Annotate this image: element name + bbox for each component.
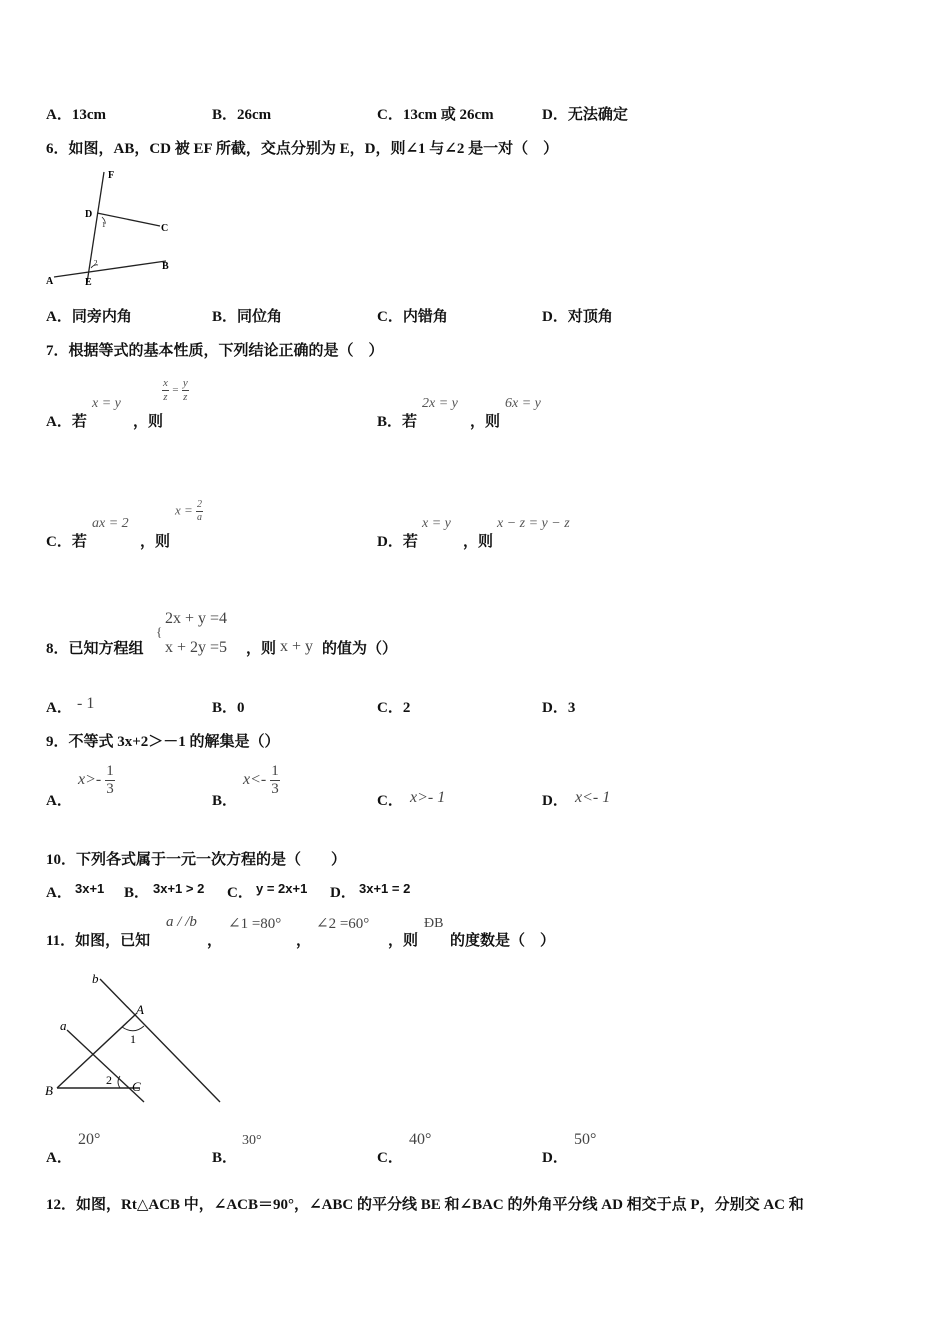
line-dc — [97, 213, 160, 226]
q5-option-c: C．13cm 或 26cm — [377, 107, 494, 123]
label-b-line: b — [92, 971, 99, 986]
label-b: B — [162, 261, 169, 272]
q7-a-den1: z — [163, 391, 168, 403]
q9-a-expr: x>- — [78, 771, 102, 789]
q7-c-res-left: x = — [175, 502, 193, 518]
q10-d: 3x+1 = 2 — [359, 881, 411, 896]
label-e: E — [85, 277, 92, 288]
q8-option-d: D．3 — [542, 700, 576, 716]
q8-tail-ask: 的值为（） — [322, 641, 398, 657]
q11-option-c: 40° — [409, 1131, 432, 1148]
q6-option-c: C．内错角 — [377, 309, 448, 325]
angle-1-arc — [122, 1026, 144, 1031]
q8-eq1: 2x + y =4 — [165, 610, 228, 627]
q8-option-a-label: A． — [46, 700, 72, 716]
q9-d-label: D． — [542, 793, 568, 809]
label-a-line: a — [60, 1018, 67, 1033]
q7-stem: 7．根据等式的基本性质，下列结论正确的是（ ） — [46, 343, 384, 359]
q7-a-result — [162, 378, 189, 403]
q7-a-num1: x — [163, 377, 168, 389]
q8-tail-then: ，则 — [246, 641, 277, 657]
q7-d-result: x − z = y − z — [497, 516, 570, 531]
q9-d-expr: x<- 1 — [575, 789, 611, 806]
q7-c-label: C．若 — [46, 534, 87, 550]
q8-option-b: B．0 — [212, 700, 245, 716]
label-a: A — [46, 276, 54, 287]
q10-a: 3x+1 — [75, 881, 105, 896]
q8-eq2: x + 2y =5 — [165, 639, 228, 656]
q7-b-label: B．若 — [377, 414, 418, 430]
q6-figure — [40, 165, 190, 290]
q5-option-a: A．13cm — [46, 107, 106, 123]
q7-a-then: ，则 — [133, 414, 164, 430]
q11-math-angle1: ∠1 =80° — [228, 916, 282, 932]
q8-tail-math: x + y — [280, 638, 314, 655]
q12-stem: 12．如图，Rt△ACB 中，∠ACB＝90°，∠ABC 的平分线 BE 和∠BAC 的外角平分线 AD 相交于点 P，分别交 AC 和 — [46, 1197, 804, 1213]
q7-a-den2: z — [183, 391, 188, 403]
q9-c-label: C． — [377, 793, 403, 809]
q9-c-expr: x>- 1 — [410, 789, 446, 806]
q9-a-label: A． — [46, 793, 72, 809]
q10-d-label: D． — [330, 885, 356, 901]
label-c-point: C — [132, 1079, 141, 1094]
q11-option-c-label: C． — [377, 1150, 403, 1166]
line-ba — [57, 1014, 136, 1088]
label-b-point: B — [45, 1083, 53, 1098]
q9-b-expr-wrap — [243, 764, 280, 797]
label-a-point: A — [136, 1002, 144, 1017]
q9-b-expr: x<- — [243, 771, 267, 789]
q11-option-b-label: B． — [212, 1150, 238, 1166]
q10-stem: 10．下列各式属于一元一次方程的是（ ） — [46, 852, 347, 868]
q11-sep1: ， — [207, 933, 223, 949]
q5-option-d: D．无法确定 — [542, 107, 628, 123]
q11-math-angle2: ∠2 =60° — [316, 916, 370, 932]
q11-math-b: ÐB — [424, 916, 444, 931]
label-c: C — [161, 223, 169, 234]
q7-c-result — [175, 500, 203, 523]
q7-c-cond: ax = 2 — [92, 516, 129, 531]
q9-a-expr-wrap — [78, 764, 115, 797]
q9-a-den: 3 — [106, 781, 114, 797]
q7-b-then: ，则 — [470, 414, 501, 430]
q10-b-label: B． — [124, 885, 150, 901]
q6-stem: 6．如图，AB，CD 被 EF 所截，交点分别为 E，D，则∠1 与∠2 是一对（ ） — [46, 141, 559, 157]
q11-math-ab: a / /b — [166, 914, 197, 930]
q6-option-b: B．同位角 — [212, 309, 283, 325]
q7-a-cond: x = y — [92, 396, 121, 411]
line-ab — [54, 261, 166, 277]
q11-figure — [40, 965, 230, 1110]
q10-c: y = 2x+1 — [256, 881, 308, 896]
q8-option-a-value: - 1 — [77, 695, 95, 712]
q9-b-label: B． — [212, 793, 238, 809]
q11-option-a-label: A． — [46, 1150, 72, 1166]
label-d: D — [85, 209, 93, 220]
q6-option-d: D．对顶角 — [542, 309, 613, 325]
q7-a-label: A．若 — [46, 414, 87, 430]
q11-stem-pre: 11．如图，已知 — [46, 933, 151, 949]
q9-b-den: 3 — [271, 781, 279, 797]
q8-brace: { — [156, 624, 163, 639]
q9-stem: 9．不等式 3x+2＞－1 的解集是（） — [46, 734, 280, 750]
q7-c-den: a — [197, 512, 203, 523]
label-f: F — [108, 170, 115, 181]
q11-stem-then: ，则 — [388, 933, 419, 949]
q10-b: 3x+1 > 2 — [153, 881, 205, 896]
q7-d-then: ，则 — [463, 534, 494, 550]
q7-b-cond: 2x = y — [422, 396, 458, 411]
q11-option-d-label: D． — [542, 1150, 568, 1166]
q8-option-c: C．2 — [377, 700, 411, 716]
label-angle-1: 1 — [130, 1032, 136, 1046]
q5-option-b: B．26cm — [212, 107, 272, 123]
q9-b-num: 1 — [271, 763, 279, 779]
q7-b-result: 6x = y — [505, 396, 541, 411]
q11-sep2: ， — [296, 933, 312, 949]
q7-a-num2: y — [182, 377, 188, 389]
q11-option-a: 20° — [78, 1131, 101, 1148]
q7-d-label: D．若 — [377, 534, 418, 550]
label-angle-2: 2 — [106, 1073, 112, 1087]
q9-a-num: 1 — [106, 763, 114, 779]
q7-d-cond: x = y — [422, 516, 451, 531]
q8-stem: 8．已知方程组 — [46, 641, 144, 657]
q6-option-a: A．同旁内角 — [46, 309, 132, 325]
q11-stem-ask: 的度数是（ ） — [450, 933, 556, 949]
label-angle-1: 1 — [102, 221, 106, 229]
q11-option-d: 50° — [574, 1131, 597, 1148]
q11-option-b: 30° — [242, 1133, 262, 1148]
q7-a-eq: = — [171, 384, 180, 397]
q7-c-then: ，则 — [140, 534, 171, 550]
label-angle-2: 2 — [94, 259, 98, 267]
q7-c-num: 2 — [197, 499, 203, 510]
q10-a-label: A． — [46, 885, 72, 901]
q10-c-label: C． — [227, 885, 253, 901]
